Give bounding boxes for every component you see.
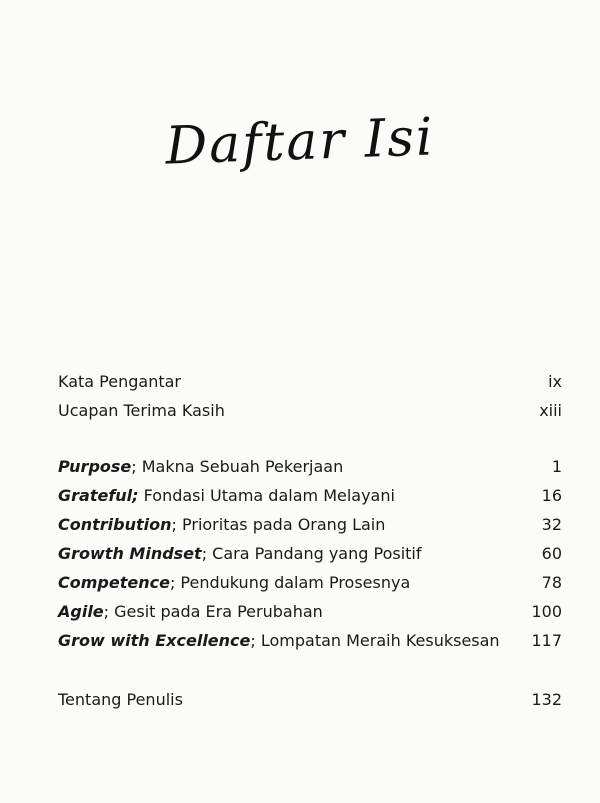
toc-page-number: xiii bbox=[539, 401, 562, 420]
chapter-subtitle: ; Lompatan Meraih Kesuksesan bbox=[250, 631, 500, 650]
toc-entry-chapter-2 bbox=[58, 483, 562, 509]
toc-entry-chapter-4 bbox=[58, 541, 562, 567]
chapter-subtitle: Fondasi Utama dalam Melayani bbox=[138, 486, 395, 505]
toc-entry-ucapan-terima-kasih bbox=[58, 398, 562, 424]
toc-entry-chapter-3 bbox=[58, 512, 562, 538]
chapter-keyword: Contribution bbox=[58, 515, 172, 534]
chapter-keyword: Grateful; bbox=[58, 486, 139, 505]
toc-page-number: ix bbox=[548, 372, 562, 391]
toc-entry-chapter-5 bbox=[58, 570, 562, 596]
chapter-keyword: Grow with Excellence bbox=[58, 631, 251, 650]
toc-entry-label bbox=[58, 570, 410, 596]
toc-entry-label bbox=[58, 454, 343, 480]
toc-page-number: 60 bbox=[541, 544, 562, 563]
chapter-subtitle: ; Gesit pada Era Perubahan bbox=[103, 602, 323, 621]
toc-entry-label bbox=[58, 512, 385, 538]
toc-entry-label bbox=[58, 599, 323, 625]
toc-page-number: 100 bbox=[531, 602, 562, 621]
toc-entry-tentang-penulis bbox=[58, 687, 562, 713]
toc-page-number: 78 bbox=[541, 573, 562, 592]
toc-entry-label bbox=[58, 628, 500, 654]
toc-page-number: 117 bbox=[531, 631, 562, 650]
chapter-subtitle: ; Prioritas pada Orang Lain bbox=[171, 515, 386, 534]
chapter-keyword: Agile bbox=[58, 602, 104, 621]
toc-entry-label: Tentang Penulis bbox=[58, 690, 183, 709]
toc-entry-label: Ucapan Terima Kasih bbox=[58, 401, 225, 420]
toc-entry-chapter-1 bbox=[58, 454, 562, 480]
chapter-keyword: Purpose bbox=[58, 457, 132, 476]
toc-entry-label bbox=[58, 483, 395, 509]
toc-entry-kata-pengantar bbox=[58, 369, 562, 395]
chapter-keyword: Growth Mindset bbox=[58, 544, 202, 563]
toc-entry-chapter-6 bbox=[58, 599, 562, 625]
toc-entry-chapter-7 bbox=[58, 628, 562, 654]
toc-page-number: 32 bbox=[541, 515, 562, 534]
toc-entry-label: Kata Pengantar bbox=[58, 372, 181, 391]
toc-entry-label bbox=[58, 541, 421, 567]
chapter-subtitle: ; Makna Sebuah Pekerjaan bbox=[131, 457, 344, 476]
toc-page-number: 1 bbox=[551, 457, 562, 476]
toc-page-number: 16 bbox=[541, 486, 562, 505]
chapter-subtitle: ; Pendukung dalam Prosesnya bbox=[169, 573, 411, 592]
page-title: Daftar Isi bbox=[164, 107, 436, 177]
toc-page-number: 132 bbox=[531, 690, 562, 709]
chapter-subtitle: ; Cara Pandang yang Positif bbox=[201, 544, 422, 563]
chapter-keyword: Competence bbox=[58, 573, 170, 592]
